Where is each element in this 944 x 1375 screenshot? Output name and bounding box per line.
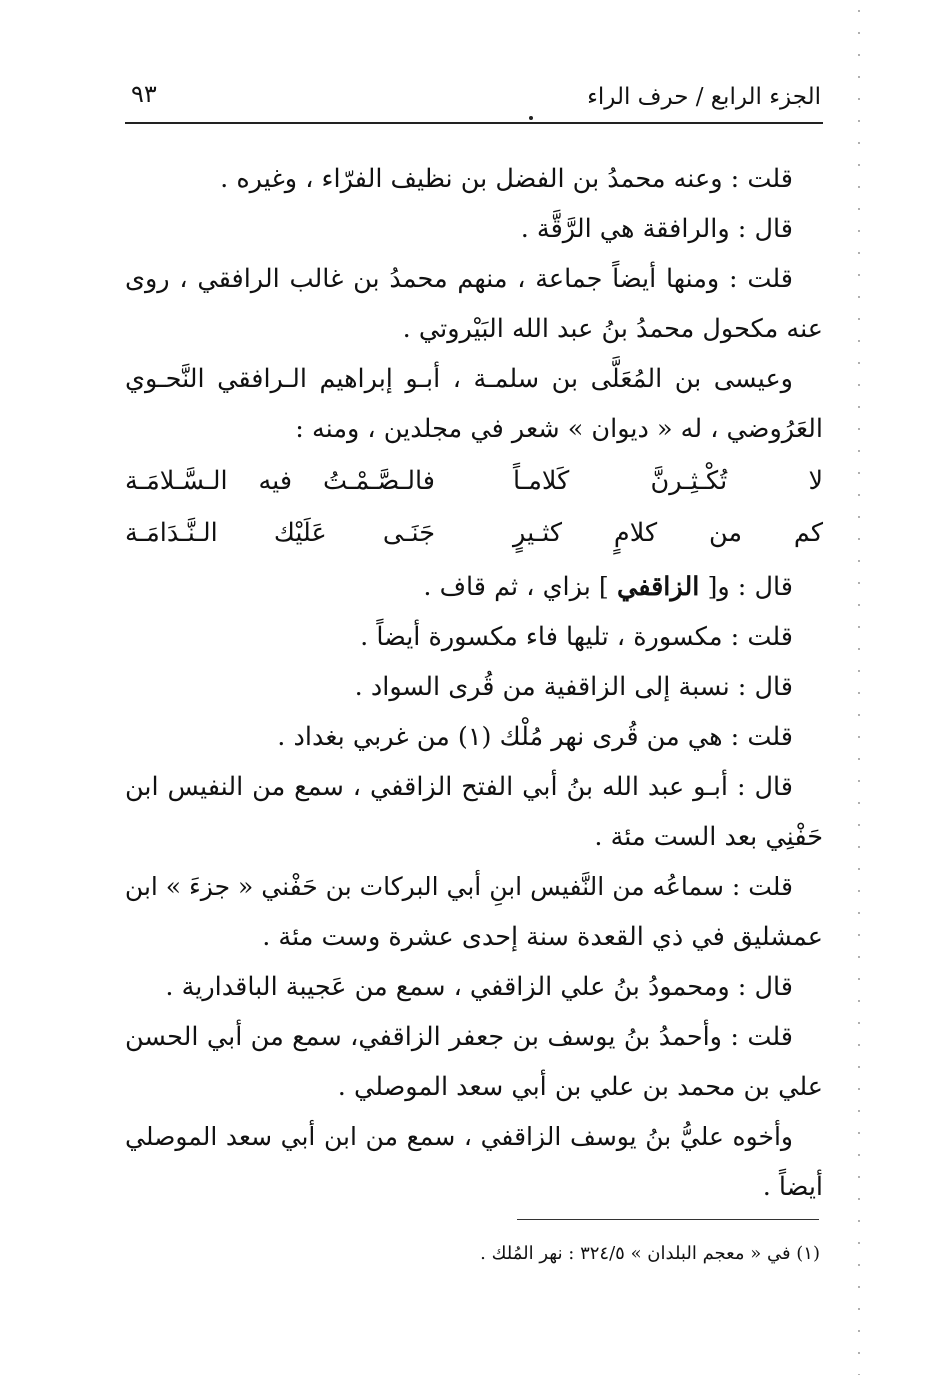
text-line-16: عمشليق في ذي القعدة سنة إحدى عشرة وست مئة . (262, 922, 823, 952)
verse-2-second-hemistich: جَنَـى عَلَيْك الـنَّـدَامَـة (125, 518, 435, 548)
bold-term: الزاقفي (616, 572, 700, 602)
footnote-rule (517, 1219, 819, 1220)
text-line-4: عنه مكحول محمدُ بنُ عبد الله البَيْروتي . (402, 314, 823, 344)
text-line-13: قال : أبـو عبد الله بنُ أبي الفتح الزاقفي ، سمع من النفيس ابن (125, 772, 793, 802)
text-line-3: قلت : ومنها أيضاً جماعة ، منهم محمدُ بن غالب الرافقي ، روى (125, 264, 793, 294)
verse-1-first-hemistich: لا تُكْـثِـرنَّ كَلامـاً (513, 466, 823, 496)
text-line-20: وأخوه عليُّ بنُ يوسف الزاقفي ، سمع من ابن أبي سعد الموصلي (125, 1122, 793, 1151)
text-line-10: قلت : مكسورة ، تليها فاء مكسورة أيضاً . (360, 622, 793, 652)
text-line-11: قال : نسبة إلى الزاقفية من قُرى السواد . (354, 672, 793, 702)
page-number: ٩٣ (131, 80, 157, 108)
text-line-6: العَرُوضي ، له « ديوان » شعر في مجلدين ، ومنه : (295, 414, 823, 444)
verse-1-second-hemistich: فالـصَّـمْـتُ فيه الـسَّـلامَـة (125, 466, 435, 496)
text-line-9-start: قال : و[ (707, 572, 793, 602)
text-line-9-end: ] بزاي ، ثم قاف . (423, 572, 609, 602)
text-line-17: قال : ومحمودُ بنُ علي الزاقفي ، سمع من عَجيبة الباقدارية . (165, 972, 793, 1002)
verse-line-2 (125, 508, 823, 558)
text-line-14: حَفْنِي بعد الست مئة . (594, 822, 823, 852)
verse-line-1 (125, 456, 823, 506)
text-line-21: أيضاً . (762, 1172, 823, 1202)
verse-2-first-hemistich: كم من كلامٍ كثـيرٍ (513, 518, 823, 548)
text-line-1: قلت : وعنه محمدُ بن الفضل بن نظيف الفرّاء ، وغيره . (220, 164, 793, 194)
page-edge-dots (858, 0, 860, 1375)
header-dot (529, 116, 533, 120)
running-head: الجزء الرابع / حرف الراء (587, 84, 821, 110)
text-line-19: علي بن محمد بن علي بن أبي سعد الموصلي . (337, 1072, 823, 1102)
footnote: (١) في « معجم البلدان » ٣٢٤/٥ : نهر المُلك . (480, 1243, 820, 1264)
text-line-18: قلت : وأحمدُ بنُ يوسف بن جعفر الزاقفي، سمع من أبي الحسن (125, 1022, 793, 1052)
header-rule (125, 122, 823, 124)
text-line-9 (125, 562, 823, 612)
text-line-15: قلت : سماعُه من النَّفيس ابنِ أبي البركات بن حَفْني « جزءَ » ابن (124, 872, 793, 901)
text-line-5: وعيسى بن المُعَلَّى بن سلمـة ، أبـو إبراهيم الـرافقي النَّحـوي (125, 364, 793, 394)
text-line-12: قلت : هي من قُرى نهر مُلْك (١) من غربي بغداد . (277, 722, 793, 752)
text-line-2: قال : والرافقة هي الرَّقَّة . (520, 214, 793, 244)
page-header (125, 74, 823, 124)
